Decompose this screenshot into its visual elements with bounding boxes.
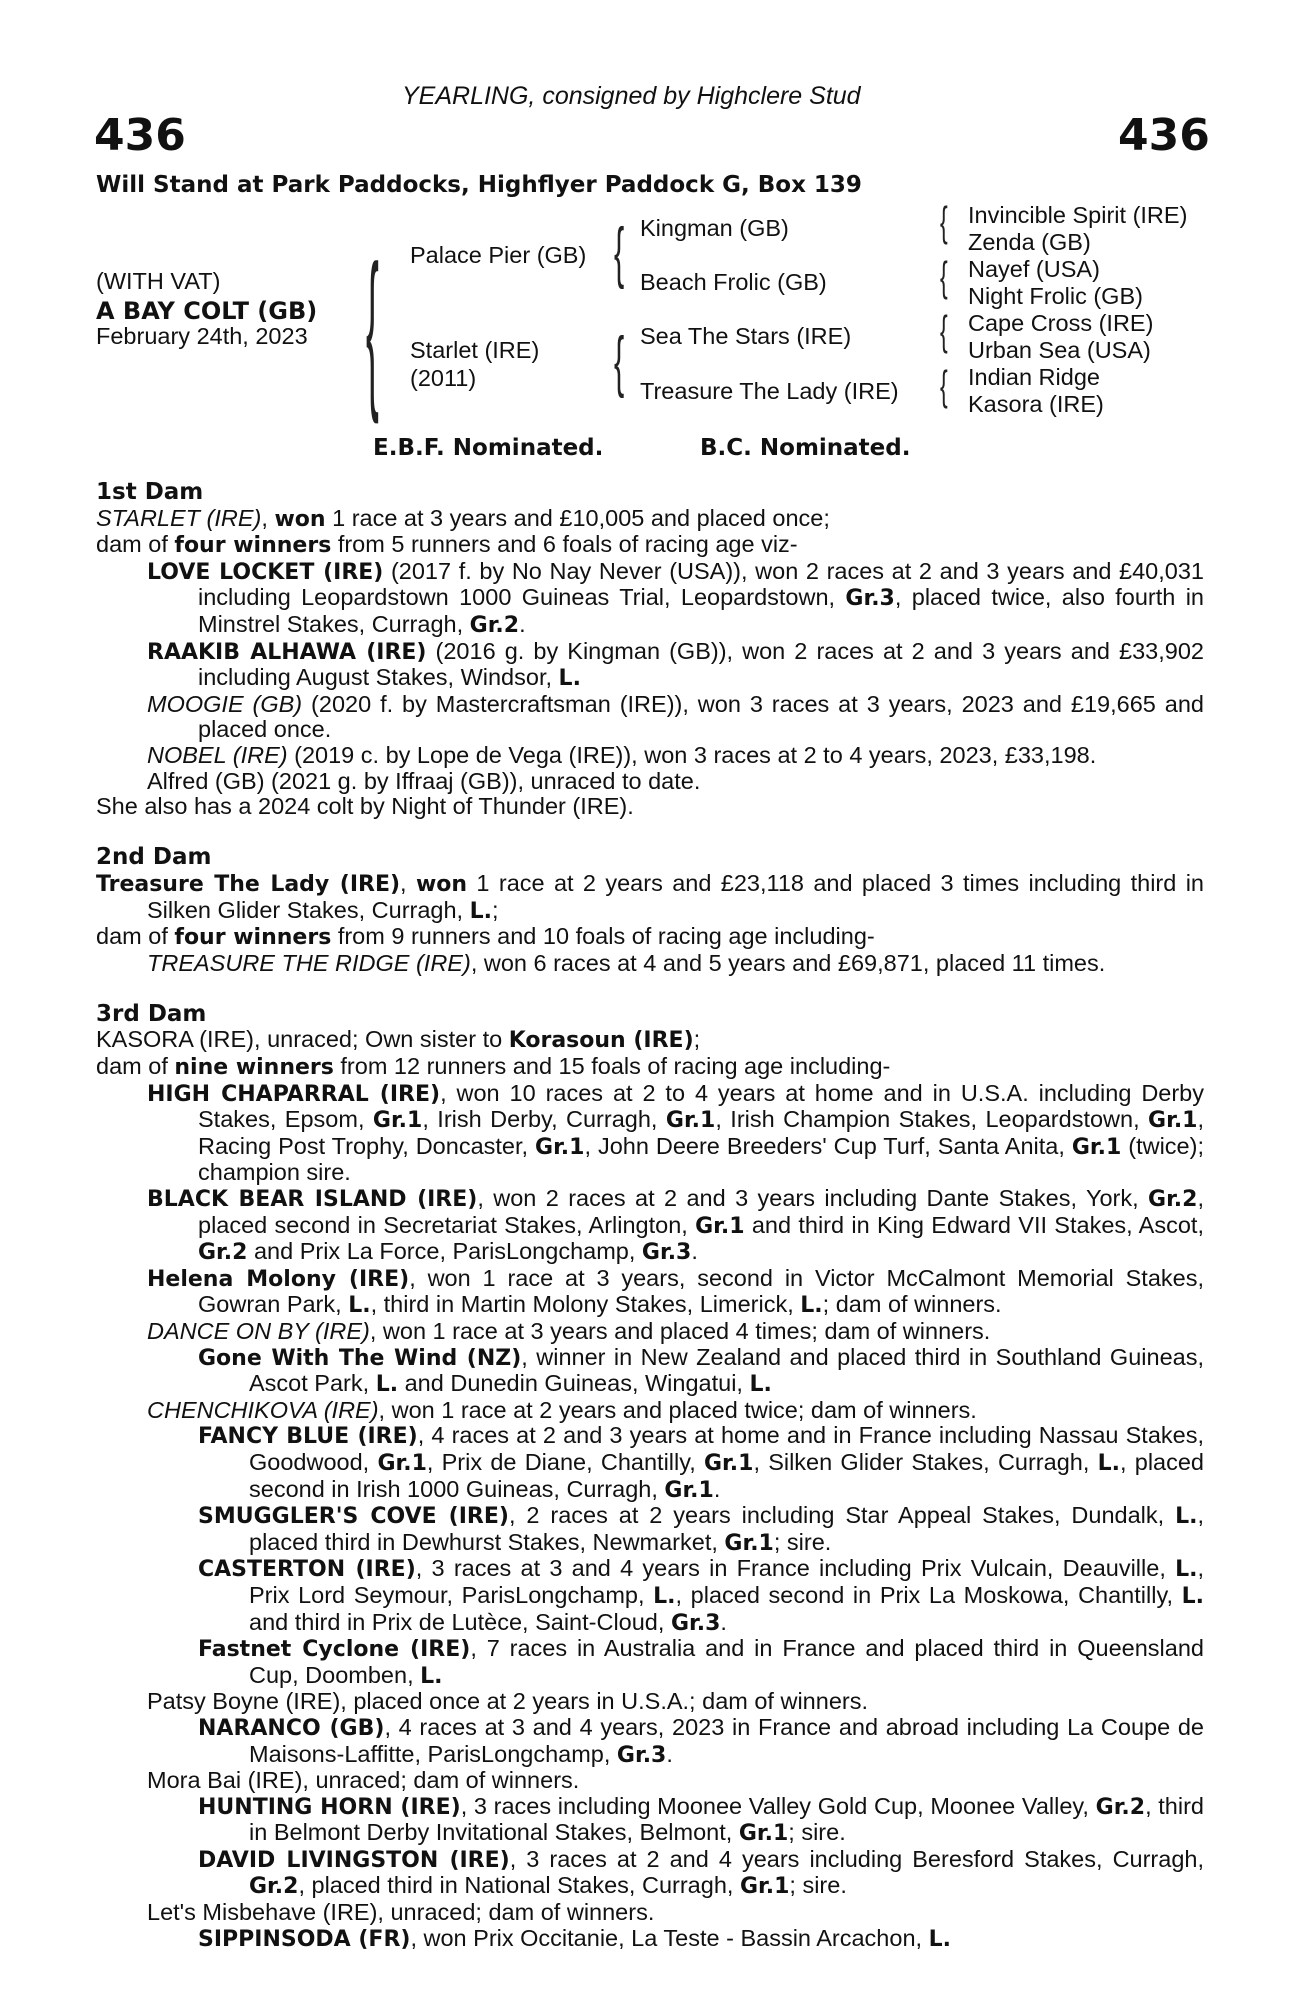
pedigree-bracket-sd: { [940,253,948,300]
produce-entry: DANCE ON BY (IRE), won 1 race at 3 years and placed 4 times; dam of winners. [147,1318,991,1344]
dam-dam-dam: Kasora (IRE) [968,391,1104,417]
third-dam-heading: 3rd Dam [96,1000,207,1027]
grandproduce-entry: Fastnet Cyclone (IRE), 7 races in Australia and in France and placed third in Queensland Cup, Doomben, L. [198,1635,1204,1689]
first-dam-produce-summary: dam of four winners from 5 runners and 6 foals of racing age viz- [96,531,798,559]
sire-name: Palace Pier (GB) [410,242,587,268]
second-dam-record: Treasure The Lady (IRE), won 1 race at 2 years and £23,118 and placed 3 times including third in Silken Glider Stakes, Curragh, L.; [96,869,1204,924]
third-dam-produce-summary: dam of nine winners from 12 runners and 15 foals of racing age including- [96,1053,891,1081]
dam-dam-sire: Indian Ridge [968,364,1100,390]
catalogue-body [96,480,1204,1952]
first-dam-heading: 1st Dam [96,479,204,505]
vat-note: (WITH VAT) [96,268,221,294]
grandproduce-entry: HUNTING HORN (IRE), 3 races including Moonee Valley Gold Cup, Moonee Valley, Gr.2, third in Belmont Derby Invitational Stakes, Belmont, Gr.1; sire. [198,1792,1204,1847]
sire-sire-dam: Zenda (GB) [968,229,1091,255]
dam-sire-sire: Cape Cross (IRE) [968,310,1154,336]
produce-entry: BLACK BEAR ISLAND (IRE), won 2 races at 2 and 3 years including Dante Stakes, York, Gr.2, placed second in Secretariat Stakes, Arlington, Gr.1 and third in King Edward VII Stakes, Ascot, Gr.2 and Prix La Force, ParisLongchamp, Gr.3. [147,1185,1204,1266]
dam-dam: Treasure The Lady (IRE) [640,378,899,404]
second-dam-heading: 2nd Dam [96,844,212,871]
dam-name: Starlet (IRE) [410,337,540,363]
second-dam-produce-summary: dam of four winners from 9 runners and 10 foals of racing age including- [96,923,875,951]
horse-name: A BAY COLT (GB) [96,297,318,325]
first-dam-record: STARLET (IRE), won 1 race at 3 years and £10,005 and placed once; [96,504,830,532]
pedigree-bracket-sire: { [614,214,625,290]
sire-dam-dam: Night Frolic (GB) [968,283,1143,309]
grandproduce-entry: Gone With The Wind (NZ), winner in New Zealand and placed third in Southland Guineas, Ascot Park, L. and Dunedin Guineas, Wingatui, L. [198,1343,1204,1398]
lot-number-left: 436 [94,110,186,161]
produce-entry: TREASURE THE RIDGE (IRE), won 6 races at 4 and 5 years and £69,871, placed 11 times. [147,949,1106,976]
ebf-nomination: E.B.F. Nominated. [373,435,604,461]
produce-entry: NOBEL (IRE) (2019 c. by Lope de Vega (IRE)), won 3 races at 2 to 4 years, 2023, £33,198. [147,741,1097,768]
produce-entry: Mora Bai (IRE), unraced; dam of winners. [147,1767,580,1794]
produce-entry: Helena Molony (IRE), won 1 race at 3 years, second in Victor McCalmont Memorial Stakes, Gowran Park, L., third in Martin Molony Stakes, Limerick, L.; dam of winners. [147,1264,1204,1319]
pedigree-bracket-dd: { [940,362,948,409]
grandproduce-entry: DAVID LIVINGSTON (IRE), 3 races at 2 and 4 years including Beresford Stakes, Curragh, Gr.2, placed third in National Stakes, Curragh, Gr.1; sire. [198,1845,1204,1900]
sire-dam: Beach Frolic (GB) [640,269,827,295]
produce-entry: MOOGIE (GB) (2020 f. by Mastercraftsman (IRE)), won 3 races at 3 years, 2023 and £19,665 and placed once. [147,690,1204,743]
sire-sire: Kingman (GB) [640,215,789,241]
pedigree-bracket-ds: { [940,307,948,354]
produce-entry: CHENCHIKOVA (IRE), won 1 race at 2 years and placed twice; dam of winners. [147,1396,977,1423]
grandproduce-entry: SIPPINSODA (FR), won Prix Occitanie, La Teste - Bassin Arcachon, L. [198,1924,951,1952]
third-dam-record: KASORA (IRE), unraced; Own sister to Korasoun (IRE); [96,1026,701,1054]
pedigree-bracket-dam: { [614,323,625,399]
produce-entry: Alfred (GB) (2021 g. by Iffraaj (GB)), unraced to date. [147,767,701,794]
dam-sire-dam: Urban Sea (USA) [968,337,1151,363]
sire-sire-sire: Invincible Spirit (IRE) [968,202,1188,228]
pedigree-bracket-ss: { [940,198,948,245]
pedigree-bracket-main: { [366,230,379,425]
produce-entry: RAAKIB ALHAWA (IRE) (2016 g. by Kingman (GB)), won 2 races at 2 and 3 years and £33,902 including August Stakes, Windsor, L. [147,637,1204,692]
lot-number-right: 436 [1118,110,1210,161]
grandproduce-entry: SMUGGLER'S COVE (IRE), 2 races at 2 years including Star Appeal Stakes, Dundalk, L., placed third in Dewhurst Stakes, Newmarket, Gr.1; sire. [198,1502,1204,1556]
foaling-date: February 24th, 2023 [96,323,308,349]
produce-entry: LOVE LOCKET (IRE) (2017 f. by No Nay Never (USA)), won 2 races at 2 and 3 years and £40,031 including Leopardstown 1000 Guineas Trial, Leopardstown, Gr.3, placed twice, also fourth in Minstrel Stakes, Curragh, Gr.2. [147,557,1204,638]
grandproduce-entry: CASTERTON (IRE), 3 races at 3 and 4 years in France including Prix Vulcain, Deauville, L., Prix Lord Seymour, ParisLongchamp, L., placed second in Prix La Moskowa, Chantilly, L. and third in Prix de Lutèce, Saint-Cloud, Gr.3. [198,1555,1204,1636]
dam-sire: Sea The Stars (IRE) [640,323,852,349]
produce-note: She also has a 2024 colt by Night of Thunder (IRE). [96,793,634,820]
dam-year: (2011) [410,365,477,391]
sire-dam-sire: Nayef (USA) [968,256,1100,282]
produce-entry: HIGH CHAPARRAL (IRE), won 10 races at 2 to 4 years at home and in U.S.A. including Derby Stakes, Epsom, Gr.1, Irish Derby, Curragh, Gr.1, Irish Champion Stakes, Leopardstown, Gr.1, Racing Post Trophy, Doncaster, Gr.1, John Deere Breeders' Cup Turf, Santa Anita, Gr.1 (twice); champion sire. [147,1079,1205,1186]
grandproduce-entry: NARANCO (GB), 4 races at 3 and 4 years, 2023 in France and abroad including La Coupe de Maisons-Laffitte, ParisLongchamp, Gr.3. [198,1713,1204,1768]
bc-nomination: B.C. Nominated. [700,435,911,461]
grandproduce-entry: FANCY BLUE (IRE), 4 races at 2 and 3 years at home and in France including Nassau Stakes, Goodwood, Gr.1, Prix de Diane, Chantilly, Gr.1, Silken Glider Stakes, Curragh, L., placed second in Irish 1000 Guineas, Curragh, Gr.1. [198,1422,1205,1503]
stand-location: Will Stand at Park Paddocks, Highflyer Paddock G, Box 139 [96,172,862,198]
produce-entry: Let's Misbehave (IRE), unraced; dam of winners. [147,1899,655,1926]
produce-entry: Patsy Boyne (IRE), placed once at 2 years in U.S.A.; dam of winners. [147,1688,868,1715]
consignor-line: YEARLING, consigned by Highclere Stud [402,82,861,110]
